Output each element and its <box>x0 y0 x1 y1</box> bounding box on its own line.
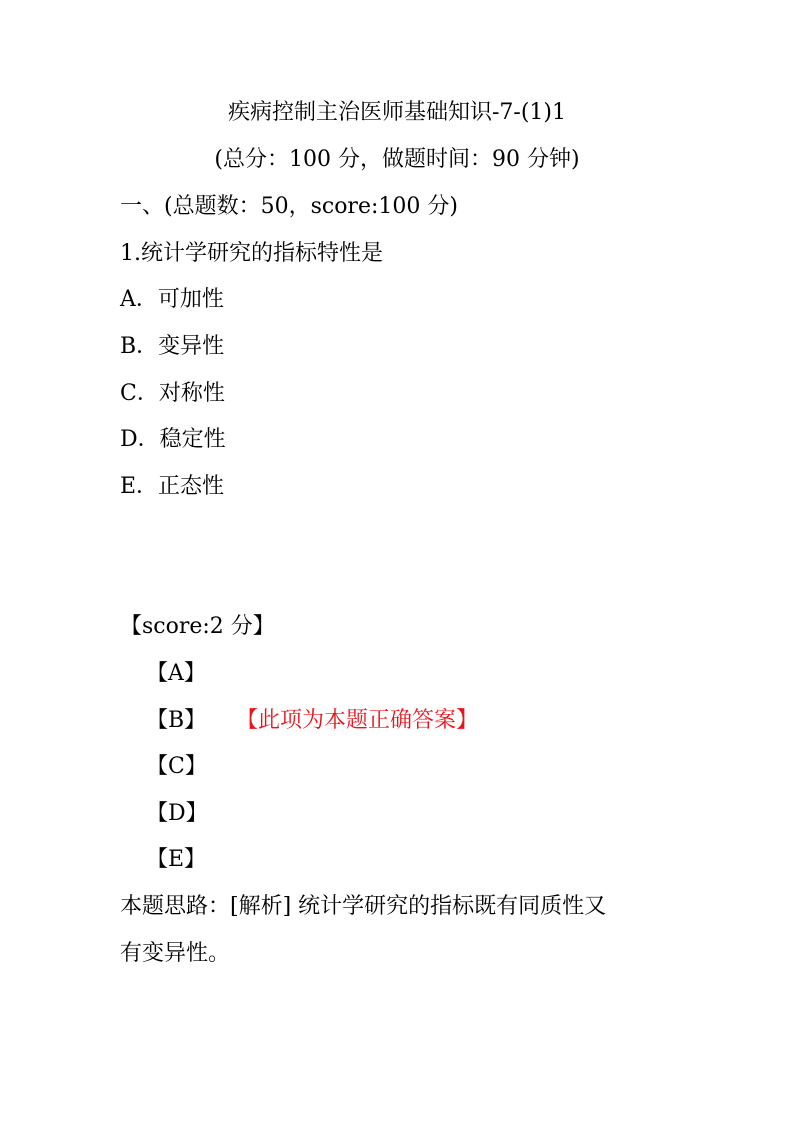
option-e: E．正态性 <box>120 474 225 499</box>
explanation-line-2: 有变异性。 <box>120 941 231 966</box>
section-heading: 一、(总题数：50，score:100 分) <box>120 194 458 219</box>
answer-choice-e: 【E】 <box>146 847 207 872</box>
answer-choice-c: 【C】 <box>146 754 207 779</box>
answer-choice-a: 【A】 <box>146 661 206 686</box>
correct-answer-marker: 【此项为本题正确答案】 <box>236 708 479 733</box>
option-a: A．可加性 <box>120 287 224 312</box>
question-stem: 1.统计学研究的指标特性是 <box>120 241 383 266</box>
document-title: 疾病控制主治医师基础知识-7-(1)1 <box>227 100 567 125</box>
option-c: C．对称性 <box>120 381 225 406</box>
answer-choice-d: 【D】 <box>146 801 208 826</box>
score-label: 【score:2 分】 <box>120 614 275 639</box>
explanation-line-1: 本题思路：[解析] 统计学研究的指标既有同质性又 <box>120 894 607 919</box>
answer-choice-b: 【B】 <box>146 708 207 733</box>
option-b: B．变异性 <box>120 334 225 359</box>
document-subtitle: (总分：100 分，做题时间：90 分钟) <box>214 147 580 172</box>
option-d: D．稳定性 <box>120 427 226 452</box>
